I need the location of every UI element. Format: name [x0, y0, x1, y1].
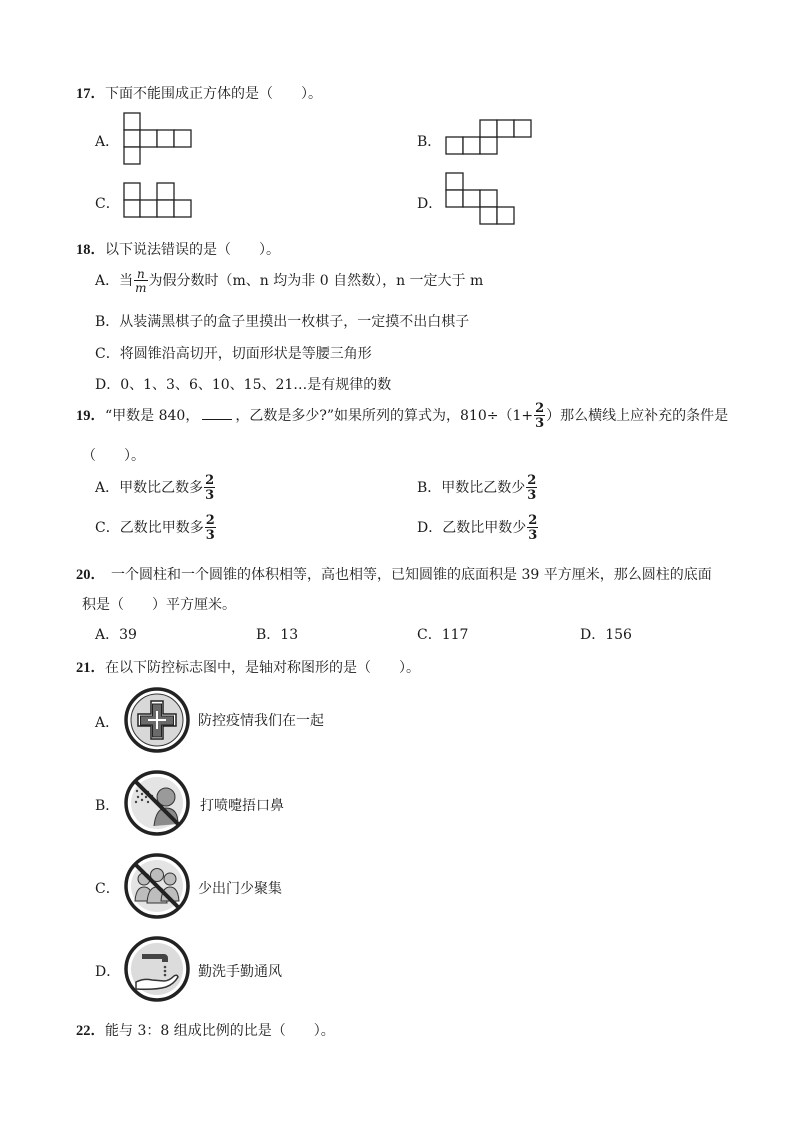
cube-net-b-icon: [446, 120, 532, 156]
fraction-numerator: 2: [535, 401, 545, 416]
question-number: 22．: [76, 1023, 105, 1039]
fraction-numerator: 2: [205, 513, 215, 528]
q20-option-d: D．156: [580, 627, 632, 643]
question-21: [76, 656, 420, 677]
cube-net-d-icon: [446, 173, 518, 225]
q20-option-b: B．13: [256, 627, 299, 643]
fraction-n-over-m: [134, 268, 147, 294]
q19-option-b: [417, 474, 538, 502]
option-b-letter: B．: [417, 134, 442, 150]
option-text: A．甲数比乙数多: [95, 480, 204, 496]
stem-line2: （ ）。: [82, 448, 145, 464]
q21-option-a-letter: A．: [95, 715, 120, 731]
question-number: 17．: [76, 86, 105, 102]
question-stem: 下面不能围成正方体的是（ ）。: [105, 86, 322, 102]
question-22: [76, 1019, 335, 1040]
question-17: [76, 82, 322, 103]
stem-part1: “甲数是 840，: [105, 408, 200, 424]
fraction-two-thirds: [204, 474, 215, 502]
sign-label-b: 打喷嚏捂口鼻: [200, 798, 284, 814]
q19-option-c: [95, 514, 217, 542]
stem-part3: ）那么横线上应补充的条件是: [546, 408, 729, 424]
q20-option-a: A．39: [95, 627, 137, 643]
fraction-denominator: 3: [535, 416, 545, 431]
option-a-prefix: A．当: [95, 273, 134, 289]
q21-option-c-letter: C．: [95, 881, 120, 897]
sign-label-c: 少出门少聚集: [198, 881, 282, 897]
option-text: B．甲数比乙数少: [417, 480, 526, 496]
fraction-denominator: m: [135, 281, 147, 295]
fraction-denominator: 3: [528, 528, 538, 543]
fraction-numerator: n: [136, 267, 145, 281]
fraction-denominator: 3: [205, 528, 215, 543]
cube-net-c-icon: [124, 183, 194, 219]
cube-net-a-icon: [124, 113, 194, 165]
q18-option-a: [95, 268, 483, 294]
question-20: [76, 563, 712, 584]
q21-option-b-letter: B．: [95, 798, 120, 814]
q21-option-d-letter: D．: [95, 964, 121, 980]
q19-option-a: [95, 474, 216, 502]
question-19: [76, 402, 728, 430]
option-text: C．乙数比甲数多: [95, 520, 204, 536]
fill-in-blank: [202, 407, 232, 420]
option-text: D．乙数比甲数少: [417, 520, 527, 536]
question-stem: 以下说法错误的是（ ）。: [105, 242, 280, 258]
no-sneeze-sign-icon: [124, 770, 190, 836]
fraction-denominator: 3: [205, 488, 215, 503]
question-stem: 在以下防控标志图中，是轴对称图形的是（ ）。: [105, 660, 420, 676]
fraction-two-thirds: [526, 474, 537, 502]
option-c-letter: C．: [95, 196, 120, 212]
question-stem: 能与 3：8 组成比例的比是（ ）。: [105, 1023, 335, 1039]
question-number: 19．: [76, 408, 105, 424]
fraction-numerator: 2: [205, 473, 215, 488]
option-d-letter: D．: [417, 196, 443, 212]
no-gathering-sign-icon: [124, 853, 190, 919]
stem-line2: 积是（ ）平方厘米。: [82, 597, 236, 613]
option-a-suffix: 为假分数时（m、n 均为非 0 自然数），n 一定大于 m: [148, 273, 484, 289]
option-a-letter: A．: [95, 134, 120, 150]
fraction-two-thirds: [205, 514, 216, 542]
q18-option-b: B．从装满黑棋子的盒子里摸出一枚棋子，一定摸不出白棋子: [95, 314, 470, 330]
sign-label-a: 防控疫情我们在一起: [198, 713, 324, 729]
fraction-numerator: 2: [527, 473, 537, 488]
hand-washing-sign-icon: [124, 936, 190, 1002]
fraction-two-thirds: [534, 402, 545, 430]
sign-label-d: 勤洗手勤通风: [198, 964, 282, 980]
stem-line1: 一个圆柱和一个圆锥的体积相等，高也相等，已知圆锥的底面积是 39 平方厘米，那么圆柱的底面: [111, 567, 712, 583]
medical-cross-sign-icon: [124, 687, 190, 753]
q19-option-d: [417, 514, 539, 542]
question-number: 20．: [76, 567, 105, 583]
question-number: 18．: [76, 242, 105, 258]
q18-option-d: D．0、1、3、6、10、15、21…是有规律的数: [95, 377, 392, 393]
q20-option-c: C．117: [417, 627, 469, 643]
fraction-denominator: 3: [527, 488, 537, 503]
question-18: [76, 238, 280, 259]
fraction-two-thirds: [527, 514, 538, 542]
q18-option-c: C．将圆锥沿高切开，切面形状是等腰三角形: [95, 346, 372, 362]
fraction-numerator: 2: [528, 513, 538, 528]
stem-part2: ，乙数是多少?”如果所列的算式为，810÷（1+: [235, 408, 534, 424]
question-number: 21．: [76, 660, 105, 676]
